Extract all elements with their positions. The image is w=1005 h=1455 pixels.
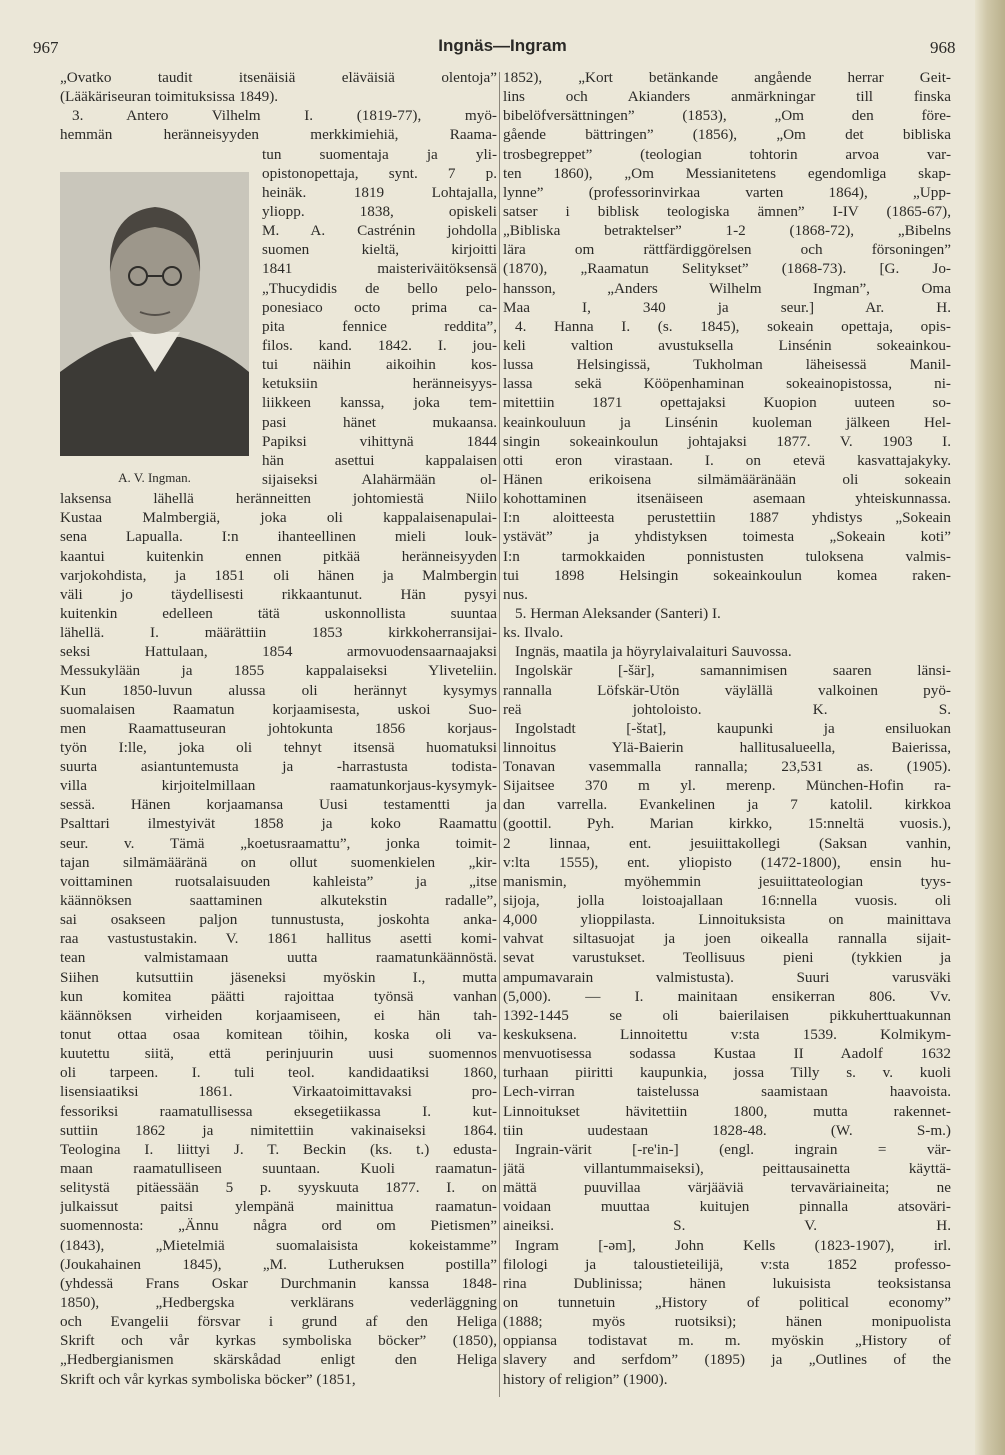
text-line: „Hedbergianismen skärskådad enligt den Heliga xyxy=(60,1351,497,1369)
text-line: Ingolstadt [-štat], kaupunki ja ensiluokan xyxy=(515,719,951,737)
text-line: ks. Ilvalo. xyxy=(503,624,564,642)
text-line: satser i biblisk teologiska ämnen” I-IV (1865-67), xyxy=(503,202,951,220)
text-line: v:lta 1555), ent. yliopisto (1472-1800), ensin hu- xyxy=(503,853,951,871)
text-line: ketuksiin heränneisyys- xyxy=(262,375,497,393)
text-line: lins och Akianders anmärkningar till finska xyxy=(503,88,951,106)
text-line: Kustaa Malmbergiä, joka oli kappalaisenapulai- xyxy=(60,509,497,527)
text-line: hemmän heränneisyyden merkkimiehiä, Raama- xyxy=(60,126,497,144)
text-line: väli jo täydellisesti rikkaantunut. Hän pysyi xyxy=(60,585,497,603)
text-line: voidaan muuttaa kuitujen pinnalla atsoväri- xyxy=(503,1198,951,1216)
text-line: turhaan piiritti kaupunkia, jossa Tilly s. v. kuoli xyxy=(503,1064,951,1082)
text-line: gående bättringen” (1856), „Om det bibliska xyxy=(503,126,951,144)
text-line: Tonavan vasemmalla rannalla; 23,531 as. (1905). xyxy=(503,758,951,776)
text-line: suomalaisen Raamatun korjaamisesta, uskoi Suo- xyxy=(60,700,497,718)
text-line: „Thucydidis de bello pelo- xyxy=(262,279,497,297)
text-line: ten 1860), „Om Messianitetens egendomliga skap- xyxy=(503,164,951,182)
text-line: selitystä pitäessään 5 p. syyskuuta 1877. I. on xyxy=(60,1179,497,1197)
text-line: sijaiseksi Alahärmään ol- xyxy=(262,470,497,488)
text-line: sessä. Hänen korjaamansa Uusi testamentti ja xyxy=(60,796,497,814)
text-line: Maa I, 340 ja seur.] Ar. H. xyxy=(503,298,951,316)
text-line: suomennosta: „Ännu några ord om Pietismen” xyxy=(60,1217,497,1235)
text-line: Papiksi vihittynä 1844 xyxy=(262,432,497,450)
text-line: varjokohdista, ja 1851 oli hänen ja Malmbergin xyxy=(60,566,497,584)
text-line: reä johtoloisto. K. S. xyxy=(503,700,951,718)
text-line: rannalla Löfskär-Utön väylällä valkoinen pyö- xyxy=(503,681,951,699)
text-line: lähellä. I. määrättiin 1853 kirkkoherransijai- xyxy=(60,624,497,642)
text-line: pita fennice reddita”, xyxy=(262,317,497,335)
text-line: kuitenkin edelleen tätä uskonnollista suuntaa xyxy=(60,604,497,622)
text-line: jätä villantummaiseksi), peittausainetta käyttä- xyxy=(503,1160,951,1178)
text-line: (Joukahainen 1845), „M. Lutheruksen postilla” xyxy=(60,1255,497,1273)
photo-caption: A. V. Ingman. xyxy=(118,470,191,485)
text-line: keli valtion avustuksella Linsénin sokeainkou- xyxy=(503,336,951,354)
text-line: 1841 maisteriväitöksensä xyxy=(262,260,497,278)
text-line: käännöksen virheiden korjaamiseen, ei hän tah- xyxy=(60,1006,497,1024)
text-line: lisensiaatiksi 1861. Virkaatoimittavaksi pro- xyxy=(60,1083,497,1101)
text-line: filos. kand. 1842. I. jou- xyxy=(262,336,497,354)
text-line: rina Dublinissa; hänen lukuisista teoksistansa xyxy=(503,1274,951,1292)
text-line: Ingram [-əm], John Kells (1823-1907), irl. xyxy=(515,1236,951,1254)
text-line: Ingolskär [-šär], samannimisen saaren länsi- xyxy=(515,662,951,680)
text-line: hän asettui kappalaisen xyxy=(262,451,497,469)
text-line: Linnoitukset hävitettiin 1800, mutta rakennet- xyxy=(503,1102,951,1120)
text-line: käännöksen saattaminen alkutekstin radalle”, xyxy=(60,892,497,910)
text-line: ystävät” ja yhdistyksen toimesta „Sokeain koti” xyxy=(503,528,951,546)
text-line: (yhdessä Frans Oskar Durchmanin kanssa 1848- xyxy=(60,1274,497,1292)
text-line: mitettiin 1871 opettajaksi Kuopion uuteen so- xyxy=(503,394,951,412)
text-line: keskuksena. Linnoitettu v:sta 1539. Kolmikym- xyxy=(503,1026,951,1044)
text-line: trosbegreppet” (teologian tohtorin arvoa var- xyxy=(503,145,951,163)
text-line: slavery and serfdom” (1895) ja „Outlines of the xyxy=(503,1351,951,1369)
text-line: 3. Antero Vilhelm I. (1819-77), myö- xyxy=(72,107,497,125)
text-line: Siihen kutsuttiin jäseneksi myöskin I., mutta xyxy=(60,968,497,986)
text-line: Sijaitsee 370 m yl. merenp. München-Hofin ra- xyxy=(503,777,951,795)
text-line: Skrift och vår kyrkas symboliska böcker” (1850), xyxy=(60,1332,497,1350)
text-line: Skrift och vår kyrkas symboliska böcker” (1851, xyxy=(60,1370,356,1388)
column-divider xyxy=(499,72,500,1397)
text-line: kun komitea päätti rajoittaa työnsä vanhan xyxy=(60,987,497,1005)
text-line: singin sokeainkoulun johtajaksi 1877. V. 1903 I. xyxy=(503,432,951,450)
text-line: tonut ottaa osaa komitean töihin, koska oli va- xyxy=(60,1026,497,1044)
text-line: (Lääkäriseuran toimituksissa 1849). xyxy=(60,88,279,106)
text-line: lynne” (professorinvirkaa varten 1864), „Upp- xyxy=(503,183,951,201)
text-line: raa vastustustakin. V. 1861 hallitus asetti komi- xyxy=(60,930,497,948)
running-title: Ingnäs—Ingram xyxy=(438,36,567,55)
text-line: sevat varustukset. Teollisuus pieni (tykkien ja xyxy=(503,949,951,967)
text-line: nus. xyxy=(503,585,528,603)
text-line: suttiin 1862 ja nimitettiin vakinaiseksi 1864. xyxy=(60,1121,497,1139)
text-line: hansson, „Anders Wilhelm Ingman”, Oma xyxy=(503,279,951,297)
right-column xyxy=(503,68,951,1389)
page-number-right: 968 xyxy=(930,38,956,57)
text-line: ampumavarain valmistusta). Suuri varusväki xyxy=(503,968,951,986)
text-line: „Bibliska betraktelser” 1-2 (1868-72), „Bibelns xyxy=(503,222,951,240)
text-line: menvuotisessa sodassa Kustaa II Aadolf 1632 xyxy=(503,1045,951,1063)
text-line: 4,000 ylioppilasta. Linnoituksista on mainittava xyxy=(503,911,951,929)
text-line: oppiansa todistavat m. m. myöskin „History of xyxy=(503,1332,951,1350)
text-line: manismin, myöhemmin jesuiittateologian tyys- xyxy=(503,872,951,890)
text-line: tean valmistamaan uutta raamatunkäännöstä. xyxy=(60,949,497,967)
text-line: suomen kieltä, kirjoitti xyxy=(262,241,497,259)
text-line: (1870), „Raamatun Selitykset” (1868-73). [G. Jo- xyxy=(503,260,951,278)
text-line: on tunnetuin „History of political economy” xyxy=(503,1294,951,1311)
text-line: M. A. Castrénin johdolla xyxy=(262,222,497,240)
text-line: lussa Helsingissä, Tukholman läheisessä Manil- xyxy=(503,356,951,374)
left-column xyxy=(60,68,497,1389)
text-line: voittaminen ruotsalaisuuden kahleista” ja „itse xyxy=(60,872,497,890)
text-line: 1392-1445 se oli baierilaisen pikkuherttuakunnan xyxy=(503,1006,951,1024)
text-line: Messukylään ja 1855 kappalaiseksi Yliveteliin. xyxy=(60,662,497,680)
page-number-left: 967 xyxy=(33,38,59,57)
text-line: työn I:lle, joka oli tehnyt itsensä huomatuksi xyxy=(60,738,497,756)
text-line: tui näihin aikoihin kos- xyxy=(262,356,497,374)
text-line: kaantui kuitenkin ennen pitkää heränneisyyden xyxy=(60,547,497,565)
text-line: filologi ja taloustieteilijä, v:sta 1852 professo- xyxy=(503,1255,951,1273)
text-line: otti eron virastaan. I. on etevä kasvattajakyky. xyxy=(503,451,951,469)
text-line: tiin uudestaan 1828-48. (W. S-m.) xyxy=(503,1121,951,1139)
text-line: kuutettu siitä, että perinjuurin uusi suomennos xyxy=(60,1045,497,1063)
text-line: linnoitus Ylä-Baierin hallitusalueella, Baierissa, xyxy=(503,738,951,756)
text-line: keainkouluun ja Linsénin kuoleman jälkeen Hel- xyxy=(503,413,951,431)
text-line: Lech-virran taistelussa saamistaan haavoista. xyxy=(503,1083,951,1101)
text-line: 5. Herman Aleksander (Santeri) I. xyxy=(515,604,721,622)
text-line: oli tarpeen. I. tuli teol. kandidaatiksi 1860, xyxy=(60,1064,497,1082)
text-line: sena Lapualla. I:n ihanteellinen mieli louk- xyxy=(60,528,497,546)
text-line: I:n tarmokkaiden ponnistusten tuloksena valmis- xyxy=(503,547,951,565)
text-line: (1843), „Mietelmiä suomalaisista kokeistamme” xyxy=(60,1236,497,1254)
text-line: Hänen erikoisena silmämääränään oli sokeain xyxy=(503,470,951,488)
text-line: 4. Hanna I. (s. 1845), sokeain opettaja, opis- xyxy=(515,317,951,335)
text-line: heinäk. 1819 Lohtajalla, xyxy=(262,183,497,201)
text-line: maan raamatulliseen suuntaan. Kuoli raamatun- xyxy=(60,1160,497,1178)
text-line: bibelöfversättningen” (1853), „Om den före- xyxy=(503,107,951,125)
text-line: Ingnäs, maatila ja höyrylaivalaituri Sauvossa. xyxy=(515,643,792,661)
text-line: fessoriksi raamatullisessa eksegetiikassa I. kut- xyxy=(60,1102,497,1120)
text-line: tui 1898 Helsingin sokeainkoulun komea raken- xyxy=(503,566,951,584)
text-line: 1852), „Kort betänkande angående herrar Geit- xyxy=(503,69,951,86)
text-line: 1850), „Hedbergska verklärans vederläggning xyxy=(60,1294,497,1311)
text-line: men Raamattuseuran johtokunta 1856 korjaus- xyxy=(60,719,497,737)
text-line: sijoja, jolla loistoajallaan 16:nnella vuosis. oli xyxy=(503,892,951,910)
text-line: pasi hänet mukaansa. xyxy=(262,413,497,431)
text-line: tun suomentaja ja yli- xyxy=(262,145,497,163)
text-line: (5,000). — I. mainitaan ensikerran 806. Vv. xyxy=(503,987,951,1005)
text-line: vahvat siltasuojat ja joen oikealla rannalla sijait- xyxy=(503,930,951,948)
text-line: Kun 1850-luvun alussa oli herännyt kysymys xyxy=(60,681,497,699)
text-line: dan varrella. Evankelinen ja 7 katolil. kirkkoa xyxy=(503,796,951,814)
text-line: sai osakseen paljon tunnustusta, joskohta anka- xyxy=(60,911,497,929)
text-line: history of religion” (1900). xyxy=(503,1370,668,1388)
text-line: Ingrain-värit [-re'in-] (engl. ingrain = vär- xyxy=(515,1140,951,1158)
text-line: julkaissut paitsi ylempänä mainittua raamatun- xyxy=(60,1198,497,1216)
text-line: ponesiaco octo prima ca- xyxy=(262,298,497,316)
text-line: opistonopettaja, synt. 7 p. xyxy=(262,164,497,182)
text-line: seur. v. Tämä „koetusraamattu”, jonka toimit- xyxy=(60,834,497,852)
text-line: Psalttari ilmestyivät 1858 ja koko Raamattu xyxy=(60,815,497,833)
text-line: liikkeen kanssa, joka tem- xyxy=(262,394,497,412)
text-line: (1888; myös ruotsiksi); hänen monipuolista xyxy=(503,1313,951,1331)
text-line: lära om rättfärdiggörelsen och försoningen” xyxy=(503,241,951,259)
text-line: suurta asiantuntemusta ja -harrastusta todista- xyxy=(60,758,497,776)
text-line: villa kirjoitelmillaan raamatunkorjaus-kysymyk- xyxy=(60,777,497,795)
text-line: och Evangelii försvar i grund af den Heliga xyxy=(60,1313,497,1331)
scan-edge xyxy=(975,0,1005,1455)
text-line: 2 linnaa, ent. jesuiittakollegi (Saksan vanhin, xyxy=(503,834,951,852)
text-line: (goottil. Pyh. Marian kirkko, 15:nneltä vuosis.), xyxy=(503,815,951,833)
text-line: „Ovatko taudit itsenäisiä eläväisiä olentoja” xyxy=(60,69,497,86)
text-line: laksensa lähellä heränneitten johtomiestä Niilo xyxy=(60,490,497,508)
text-line: aineiksi. S. V. H. xyxy=(503,1217,951,1235)
text-line: I:n aloitteesta perustettiin 1887 yhdistys „Sokeain xyxy=(503,509,951,527)
text-line: yliopp. 1838, opiskeli xyxy=(262,202,497,220)
text-line: mättä puuvillaa värjääviä tervaväriaineita; ne xyxy=(503,1179,951,1197)
text-line: lassa sekä Kööpenhaminan sokeainopistossa, ni- xyxy=(503,375,951,393)
text-line: Teologina I. liittyi J. T. Beckin (ks. t.) edusta- xyxy=(60,1140,497,1158)
text-line: kohottaminen itsenäiseen asemaan yhteiskunnassa. xyxy=(503,490,951,508)
text-line: tajan silmämääränä on ollut suomenkielen „kir- xyxy=(60,853,497,871)
text-line: seksi Hattulaan, 1854 armovuodensaarnaajaksi xyxy=(60,643,497,661)
